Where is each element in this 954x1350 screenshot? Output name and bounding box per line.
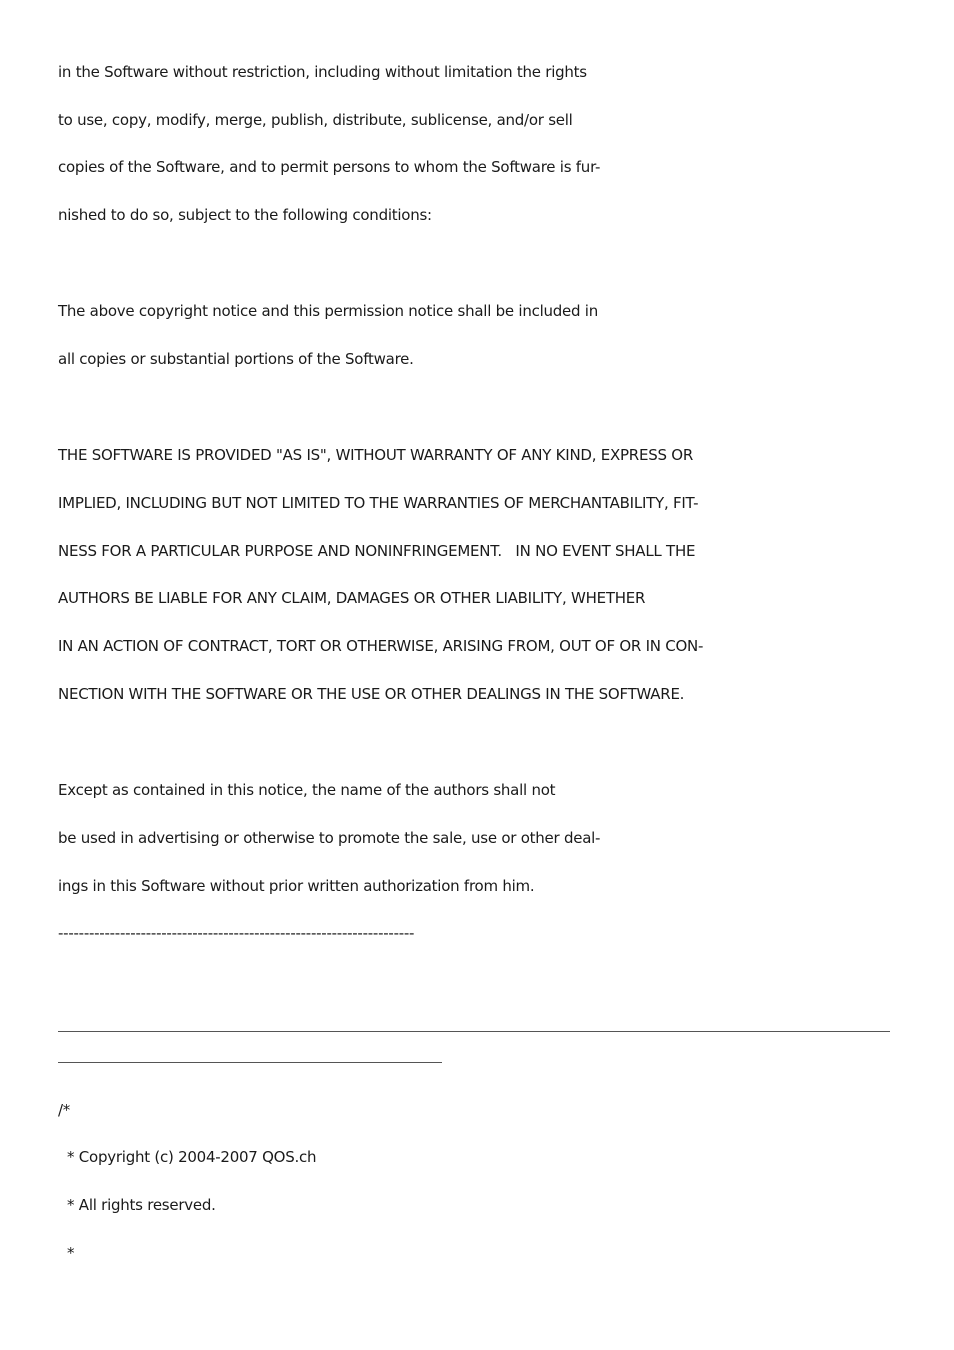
code-comment-line: * All rights reserved. (58, 1196, 216, 1214)
warranty-line: NESS FOR A PARTICULAR PURPOSE AND NONINFRINGEMENT. IN NO EVENT SHALL THE (58, 542, 696, 560)
separator-rule (58, 1062, 442, 1063)
license-line: to use, copy, modify, merge, publish, distribute, sublicense, and/or sell (58, 111, 573, 129)
dashed-separator: --------------------------------------------------------------------- (58, 924, 415, 942)
license-line: in the Software without restriction, including without limitation the rights (58, 63, 587, 81)
license-line: be used in advertising or otherwise to promote the sale, use or other deal- (58, 829, 601, 847)
warranty-line: IMPLIED, INCLUDING BUT NOT LIMITED TO THE WARRANTIES OF MERCHANTABILITY, FIT- (58, 494, 699, 512)
warranty-line: IN AN ACTION OF CONTRACT, TORT OR OTHERWISE, ARISING FROM, OUT OF OR IN CON- (58, 637, 704, 655)
license-line: nished to do so, subject to the following conditions: (58, 206, 432, 224)
code-comment-line: * (58, 1244, 75, 1262)
license-line: copies of the Software, and to permit persons to whom the Software is fur- (58, 158, 601, 176)
license-line: Except as contained in this notice, the name of the authors shall not (58, 781, 556, 799)
code-comment-line: * Copyright (c) 2004-2007 QOS.ch (58, 1148, 317, 1166)
license-line: The above copyright notice and this permission notice shall be included in (58, 302, 598, 320)
license-line: all copies or substantial portions of the Software. (58, 350, 414, 368)
warranty-line: AUTHORS BE LIABLE FOR ANY CLAIM, DAMAGES OR OTHER LIABILITY, WHETHER (58, 589, 646, 607)
separator-rule (58, 1031, 890, 1032)
warranty-line: NECTION WITH THE SOFTWARE OR THE USE OR OTHER DEALINGS IN THE SOFTWARE. (58, 685, 685, 703)
license-line: ings in this Software without prior written authorization from him. (58, 877, 535, 895)
warranty-line: THE SOFTWARE IS PROVIDED "AS IS", WITHOUT WARRANTY OF ANY KIND, EXPRESS OR (58, 446, 693, 464)
code-comment-line: /* (58, 1101, 71, 1119)
